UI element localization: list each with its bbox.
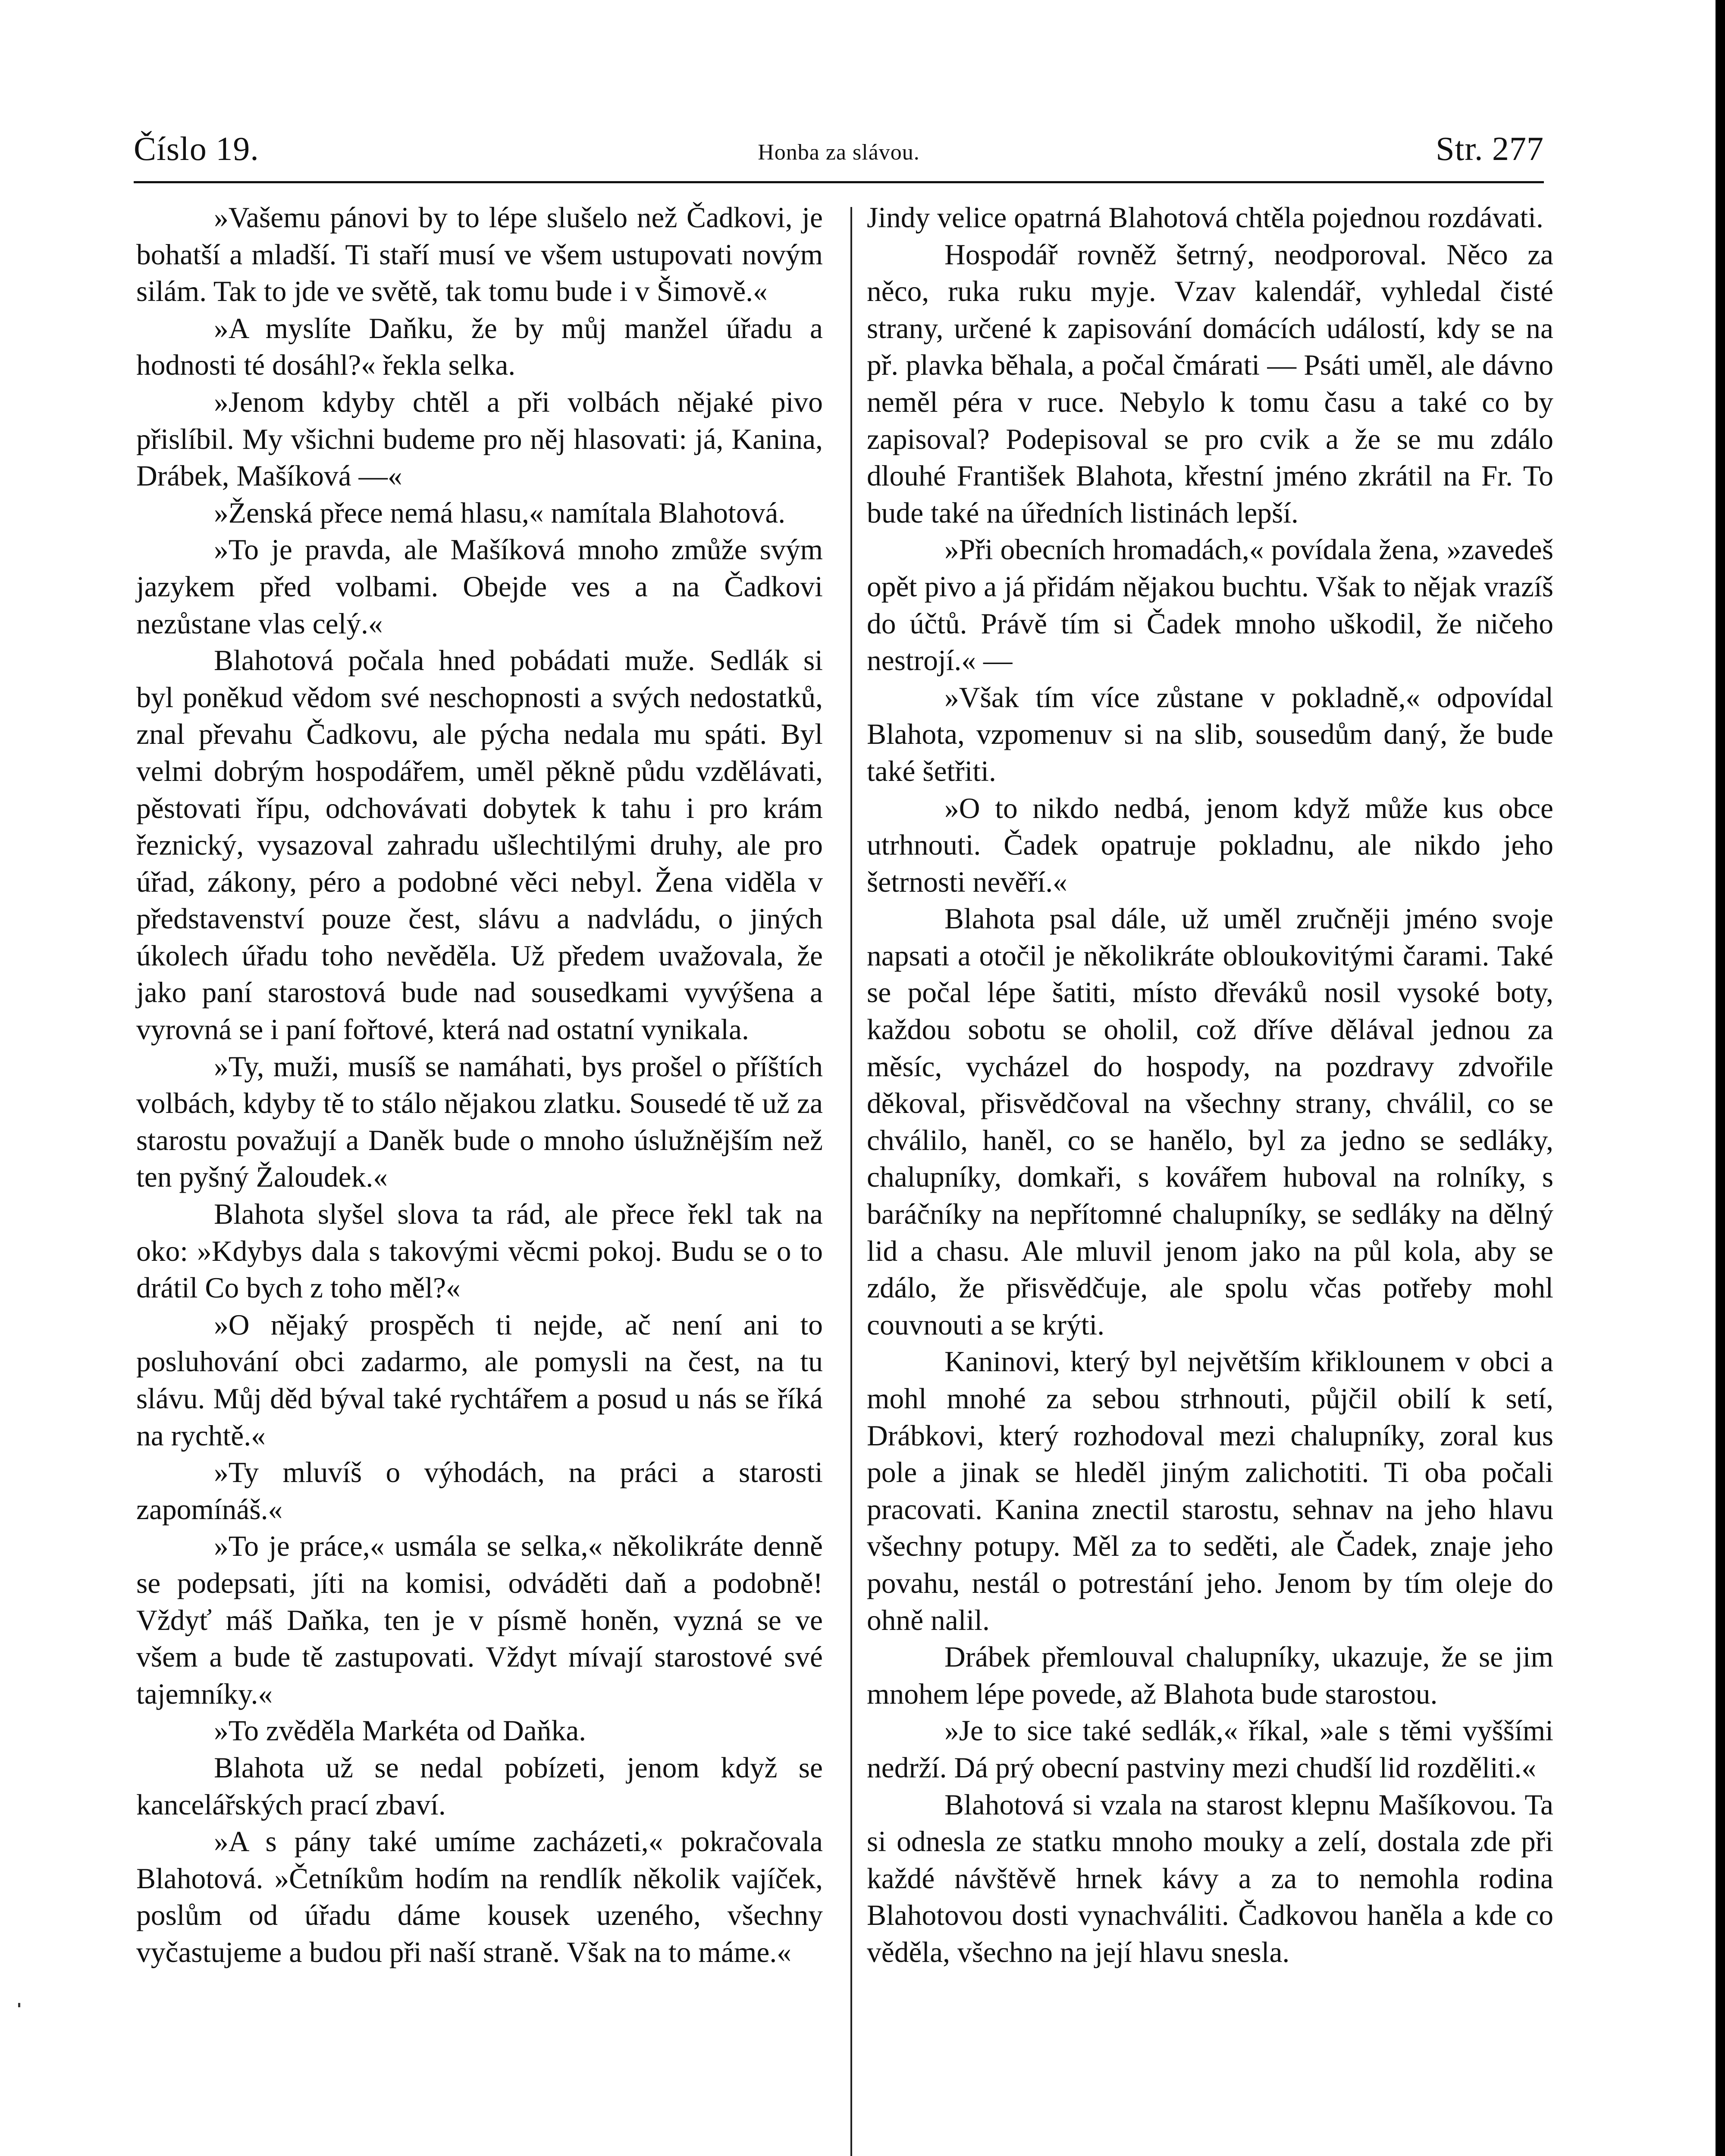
paragraph: »Jenom kdyby chtěl a při volbách nějaké pivo přislíbil. My všichni budeme pro něj hlasovati: já, Kanina, Drábek, Mašíková —« <box>136 385 823 492</box>
paragraph: »Při obecních hromadách,« povídala žena, »zavedeš opět pivo a já přidám nějakou buchtu. Však to nějak vrazíš do účtů. Právě tím si Čadek mnoho uškodil, že ničeho nestrojí.« — <box>867 533 1553 677</box>
paragraph: Blahota už se nedal pobízeti, jenom když se kancelářských prací zbaví. <box>136 1751 823 1821</box>
paragraph: Blahotová si vzala na starost klepnu Mašíkovou. Ta si odnesla ze statku mnoho mouky a zelí, dostala zde při každé návštěvě hrnek kávy a za to nemohla rodina Blahotovou dosti vynachváliti. Čadkovou haněla a kde co věděla, všechno na její hlavu snesla. <box>867 1788 1553 1968</box>
paragraph: »Je to sice také sedlák,« říkal, »ale s těmi vyššími nedrží. Dá prý obecní pastviny mezi chudší lid rozděliti.« <box>867 1714 1553 1784</box>
paragraph: »Ženská přece nemá hlasu,« namítala Blahotová. <box>214 496 786 529</box>
issue-number: Číslo 19. <box>134 130 259 167</box>
paragraph: Kaninovi, který byl největším křiklounem v obci a mohl mnohé za sebou strhnouti, půjčil obilí k setí, Drábkovi, který rozhodoval mezi chalupníky, zoral kus pole a jinak se hleděl jiným zalichotiti. Ti oba počali pracovati. Kanina znectil starostu, sehnav na jeho hlavu všechny potupy. Měl za to seděti, ale Čadek, znaje jeho povahu, nestál o potrestání jeho. Jenom by tím oleje do ohně nalil. <box>867 1345 1553 1636</box>
running-title: Honba za slávou. <box>758 140 920 165</box>
paragraph: »To je pravda, ale Mašíková mnoho zmůže svým jazykem před volbami. Obejde ves a na Čadkovi nezůstane vlas celý.« <box>136 533 823 640</box>
scan-edge-shadow <box>1716 0 1725 2156</box>
paragraph: »A s pány také umíme zacházeti,« pokračovala Blahotová. »Četníkům hodím na rendlík několik vajíček, poslům od úřadu dáme kousek uzeného, všechny vyčastujeme a budou při naší straně. Však na to máme.« <box>136 1825 823 1968</box>
left-column <box>136 199 823 1971</box>
paragraph: »Však tím více zůstane v pokladně,« odpovídal Blahota, vzpomenuv si na slib, sousedům daný, že bude také šetřiti. <box>867 681 1553 787</box>
header-rule <box>134 181 1544 183</box>
paragraph: »O nějaký prospěch ti nejde, ač není ani to posluhování obci zadarmo, ale pomysli na čest, na tu slávu. Můj děd býval také rychtářem a posud u nás se říká na rychtě.« <box>136 1308 823 1452</box>
column-divider <box>850 207 852 2156</box>
paragraph: Blahota slyšel slova ta rád, ale přece řekl tak na oko: »Kdybys dala s takovými věcmi pokoj. Budu se o to drátil Co bych z toho měl?« <box>136 1198 823 1304</box>
paragraph: »To zvěděla Markéta od Daňka. <box>214 1714 586 1747</box>
paragraph: Jindy velice opatrná Blahotová chtěla pojednou rozdávati. <box>867 201 1543 234</box>
paragraph: »O to nikdo nedbá, jenom když může kus obce utrhnouti. Čadek opatruje pokladnu, ale nikdo jeho šetrnosti nevěří.« <box>867 792 1553 898</box>
paragraph: »Ty, muži, musíš se namáhati, bys prošel o příštích volbách, kdyby tě to stálo nějakou zlatku. Sousedé tě už za starostu považují a Daněk bude o mnoho úslužnějším než ten pyšný Žaloudek.« <box>136 1050 823 1194</box>
paragraph: Blahota psal dále, už uměl zručněji jméno svoje napsati a otočil je několikráte obloukovitými čarami. Také se počal lépe šatiti, místo dřeváků nosil vysoké boty, každou sobotu se oholil, což dříve dělával jednou za měsíc, vycházel do hospody, na pozdravy zdvořile děkoval, přisvědčoval na všechny strany, chválil, co se chválilo, haněl, co se hanělo, byl za jedno se sedláky, chalupníky, domkaři, s kovářem huboval na rolníky, s baráčníky na nepřítomné chalupníky, se sedláky na dělný lid a chasu. Ale mluvil jenom jako na půl kola, aby se zdálo, že přisvědčuje, ale spolu včas potřeby mohl couvnouti a se krýti. <box>867 903 1553 1341</box>
paragraph: Blahotová počala hned pobádati muže. Sedlák si byl poněkud vědom své neschopnosti a svých nedostatků, znal převahu Čadkovu, ale pýcha nedala mu spáti. Byl velmi dobrým hospodářem, uměl pěkně půdu vzdělávati, pěstovati řípu, odchovávati dobytek k tahu i pro krám řeznický, vysazoval zahradu ušlechtilými druhy, ale pro úřad, zákony, péro a podobné věci nebyl. Žena viděla v představenství pouze čest, slávu a nadvládu, o jiných úkolech úřadu toho nevěděla. Už předem uvažovala, že jako paní starostová bude nad sousedkami vyvýšena a vyrovná se i paní fořtové, která nad ostatní vynikala. <box>136 644 823 1046</box>
page-header <box>134 125 1544 181</box>
paragraph: »Ty mluvíš o výhodách, na práci a starosti zapomínáš.« <box>136 1456 823 1526</box>
paragraph: »To je práce,« usmála se selka,« několikráte denně se podepsati, jíti na komisi, odváděti daň a podobně! Vždyť máš Daňka, ten je v písmě honěn, vyzná se ve všem a bude tě zastupovati. Vždyt mívají starostové své tajemníky.« <box>136 1530 823 1710</box>
paragraph: Hospodář rovněž šetrný, neodporoval. Něco za něco, ruka ruku myje. Vzav kalendář, vyhledal čisté strany, určené k zapisování domácích událostí, kdy se na př. plavka běhala, a počal čmárati — Psáti uměl, ale dávno neměl péra v ruce. Nebylo k tomu času a také co by zapisoval? Podepisoval se pro cvik a že se mu zdálo dlouhé František Blahota, křestní jméno zkrátil na Fr. To bude také na úředních listinách lepší. <box>867 238 1553 529</box>
margin-speck <box>18 2003 20 2007</box>
right-column <box>867 199 1553 1971</box>
paragraph: Drábek přemlouval chalupníky, ukazuje, že se jim mnohem lépe povede, až Blahota bude starostou. <box>867 1641 1553 1710</box>
page-number: Str. 277 <box>1436 130 1544 167</box>
paragraph: »A myslíte Daňku, že by můj manžel úřadu a hodnosti té dosáhl?« řekla selka. <box>136 312 823 382</box>
paragraph: »Vašemu pánovi by to lépe slušelo než Čadkovi, je bohatší a mladší. Ti staří musí ve všem ustupovati novým silám. Tak to jde ve světě, tak tomu bude i v Šimově.« <box>136 201 823 308</box>
